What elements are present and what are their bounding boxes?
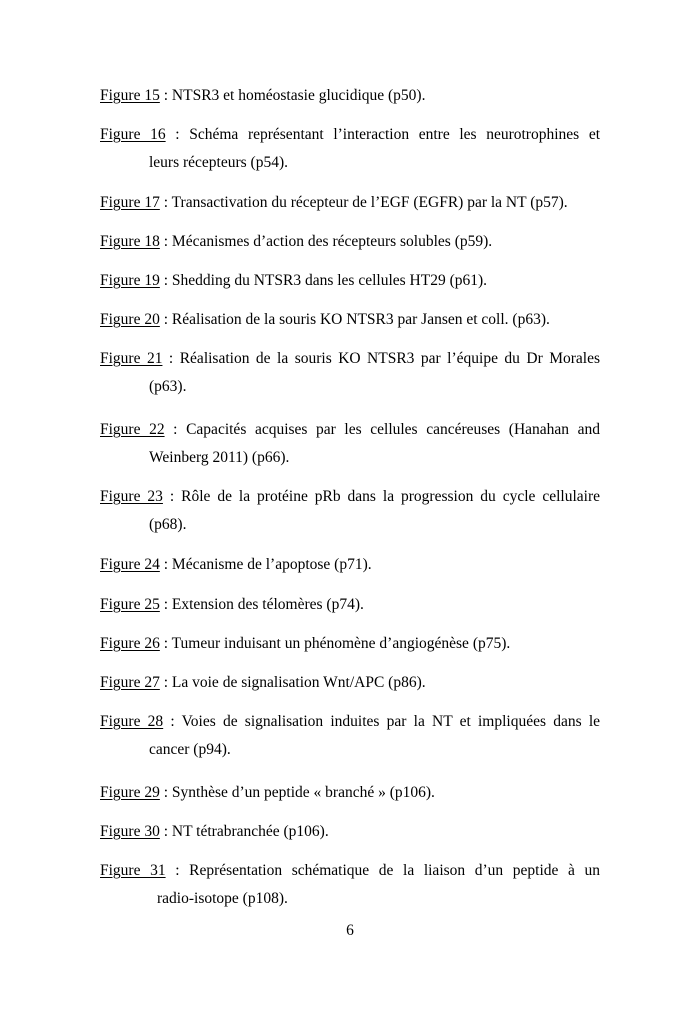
separator: :: [159, 556, 172, 573]
page-number: 6: [346, 922, 354, 939]
entry-first-line: [100, 591, 600, 619]
caption-continuation: leurs récepteurs (p54).: [149, 154, 289, 171]
separator: :: [159, 233, 172, 250]
separator: :: [163, 713, 182, 730]
caption-text: Voies de signalisation induites par la NT et impliquées dans le: [181, 713, 601, 730]
figure-entry-17: [100, 189, 600, 217]
caption-text: La voie de signalisation Wnt/APC (p86).: [171, 674, 426, 691]
figure-entry-30: [100, 818, 600, 846]
entry-first-line: [100, 345, 600, 373]
caption-text: Schéma représentant l’interaction entre les neurotrophines et: [189, 126, 601, 143]
separator: :: [159, 194, 172, 211]
figure-entry-16: [100, 121, 600, 177]
figure-label: Figure 25: [100, 596, 160, 613]
separator: :: [159, 596, 172, 613]
figure-label: Figure 20: [100, 311, 160, 328]
separator: :: [159, 272, 172, 289]
figure-entry-24: [100, 551, 600, 579]
caption-text: Transactivation du récepteur de l’EGF (EGFR) par la NT (p57).: [171, 194, 568, 211]
figure-entry-25: [100, 591, 600, 619]
entry-first-line: [100, 267, 600, 295]
figure-entry-20: [100, 306, 600, 334]
caption-text: NT tétrabranchée (p106).: [171, 823, 329, 840]
entry-first-line: [100, 306, 600, 334]
entry-first-line: [100, 669, 600, 697]
caption-text: Tumeur induisant un phénomène d’angiogénèse (p75).: [171, 635, 511, 652]
entry-first-line: [100, 82, 600, 110]
separator: :: [162, 350, 180, 367]
separator: :: [159, 635, 172, 652]
figure-label: Figure 16: [100, 126, 166, 143]
figure-entry-27: [100, 669, 600, 697]
figure-label: Figure 28: [100, 713, 164, 730]
figure-label: Figure 31: [100, 862, 166, 879]
separator: :: [165, 126, 190, 143]
caption-continuation: (p63).: [149, 378, 187, 395]
figure-entry-15: [100, 82, 600, 110]
figure-entry-31: [100, 857, 600, 913]
figure-label: Figure 24: [100, 556, 160, 573]
caption-text: Réalisation de la souris KO NTSR3 par l’équipe du Dr Morales: [179, 350, 601, 367]
caption-text: Représentation schématique de la liaison d’un peptide à un: [189, 862, 601, 879]
separator: :: [159, 87, 172, 104]
entry-first-line: [100, 818, 600, 846]
separator: :: [159, 311, 172, 328]
entry-first-line: [100, 189, 600, 217]
caption-text: NTSR3 et homéostasie glucidique (p50).: [171, 87, 426, 104]
separator: :: [165, 862, 190, 879]
figure-label: Figure 22: [100, 421, 165, 438]
entry-first-line: [100, 551, 600, 579]
entry-first-line: [100, 857, 600, 885]
separator: :: [159, 784, 172, 801]
figure-entry-18: [100, 228, 600, 256]
entry-first-line: [100, 121, 600, 149]
caption-text: Mécanismes d’action des récepteurs solubles (p59).: [171, 233, 493, 250]
figure-label: Figure 17: [100, 194, 160, 211]
caption-continuation: radio-isotope (p108).: [157, 890, 288, 907]
entry-first-line: [100, 228, 600, 256]
figure-label: Figure 21: [100, 350, 163, 367]
caption-text: Shedding du NTSR3 dans les cellules HT29 (p61).: [171, 272, 488, 289]
caption-text: Capacités acquises par les cellules cancéreuses (Hanahan and: [186, 421, 601, 438]
caption-text: Rôle de la protéine pRb dans la progression du cycle cellulaire: [181, 488, 601, 505]
separator: :: [164, 421, 187, 438]
figure-label: Figure 19: [100, 272, 160, 289]
figure-label: Figure 29: [100, 784, 160, 801]
separator: :: [159, 823, 172, 840]
figure-label: Figure 30: [100, 823, 160, 840]
figure-label: Figure 27: [100, 674, 160, 691]
caption-text: Mécanisme de l’apoptose (p71).: [171, 556, 372, 573]
caption-text: Synthèse d’un peptide « branché » (p106).: [171, 784, 435, 801]
entry-first-line: [100, 708, 600, 736]
figure-entry-28: [100, 708, 600, 764]
caption-continuation: Weinberg 2011) (p66).: [149, 449, 290, 466]
figure-entry-29: [100, 779, 600, 807]
figure-label: Figure 18: [100, 233, 160, 250]
entry-first-line: [100, 416, 600, 444]
figure-label: Figure 15: [100, 87, 160, 104]
caption-continuation: (p68).: [149, 516, 187, 533]
figure-entry-21: [100, 345, 600, 401]
figure-entry-23: [100, 483, 600, 539]
caption-text: Extension des télomères (p74).: [171, 596, 364, 613]
separator: :: [162, 488, 182, 505]
entry-first-line: [100, 630, 600, 658]
figure-label: Figure 26: [100, 635, 160, 652]
figure-entry-26: [100, 630, 600, 658]
separator: :: [159, 674, 172, 691]
figure-entry-22: [100, 416, 600, 472]
entry-first-line: [100, 483, 600, 511]
entry-first-line: [100, 779, 600, 807]
figure-entry-19: [100, 267, 600, 295]
caption-text: Réalisation de la souris KO NTSR3 par Jansen et coll. (p63).: [171, 311, 550, 328]
figure-label: Figure 23: [100, 488, 163, 505]
caption-continuation: cancer (p94).: [149, 741, 231, 758]
